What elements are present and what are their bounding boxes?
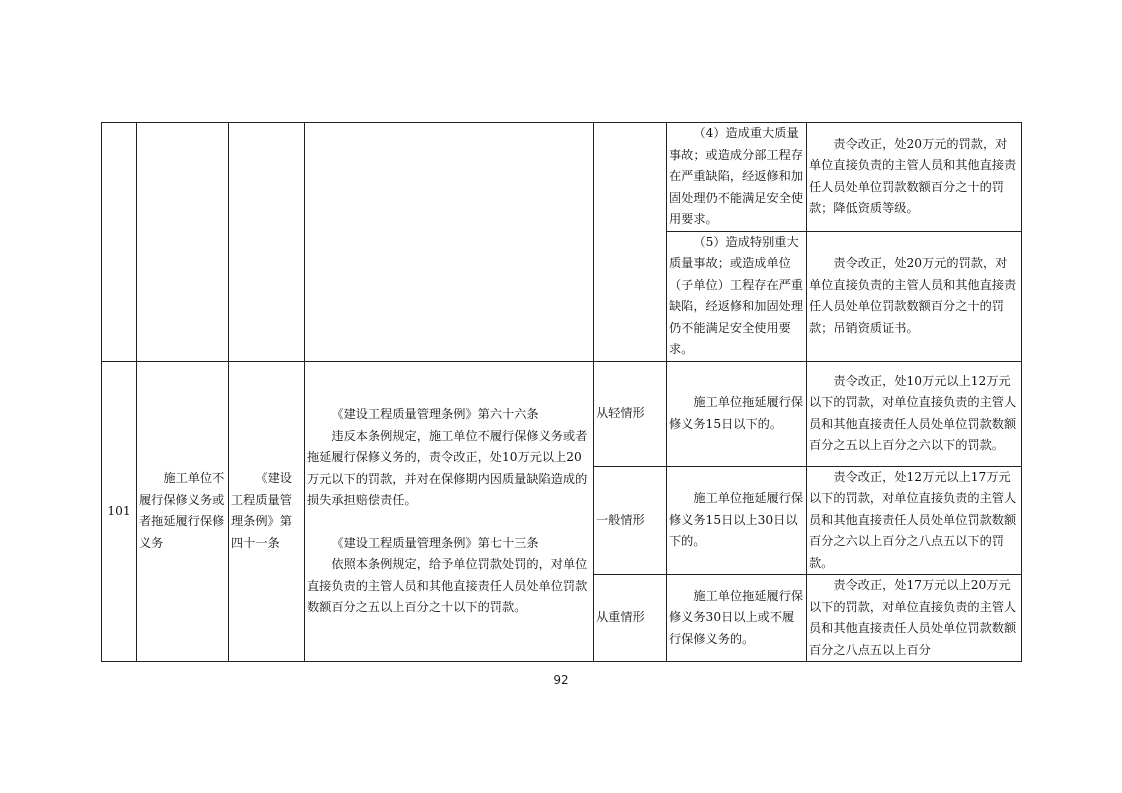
violation-description: 施工单位不履行保修义务或者拖延履行保修义务 xyxy=(137,361,229,662)
provision-title: 《建设工程质量管理条例》第七十三条 xyxy=(331,535,539,550)
empty-level-cell xyxy=(594,123,667,362)
discretion-level: 从轻情形 xyxy=(594,361,667,466)
penalty-cell: 责令改正，处12万元以上17万元以下的罚款，对单位直接负责的主管人员和其他直接责任人员处单位罚款数额百分之六以上百分之八点五以下的罚款。 xyxy=(807,466,1022,575)
condition-cell: 施工单位拖延履行保修义务15日以下的。 xyxy=(667,361,807,466)
discretion-level: 一般情形 xyxy=(594,466,667,575)
penalty-cell: 责令改正，处17万元以上20万元以下的罚款，对单位直接负责的主管人员和其他直接责任人员处单位罚款数额百分之八点五以上百分 xyxy=(807,575,1022,662)
page-number: 92 xyxy=(553,673,569,687)
provision-title: 《建设工程质量管理条例》第六十六条 xyxy=(331,407,539,421)
empty-violation-cell xyxy=(137,123,229,362)
provision-text: 依照本条例规定，给予单位罚款处罚的，对单位直接负责的主管人员和其他直接责任人员处单位罚款数额百分之五以上百分之十以下的罚款。 xyxy=(307,557,588,614)
item-number: 101 xyxy=(102,361,137,662)
condition-cell: （4）造成重大质量事故；或造成分部工程存在严重缺陷，经返修和加固处理仍不能满足安全使用要求。 xyxy=(667,123,807,232)
provision-block xyxy=(307,404,591,512)
penalty-cell: 责令改正，处10万元以上12万元以下的罚款，对单位直接负责的主管人员和其他直接责任人员处单位罚款数额百分之五以上百分之六以下的罚款。 xyxy=(807,361,1022,466)
penalty-cell: 责令改正，处20万元的罚款，对单位直接负责的主管人员和其他直接责任人员处单位罚款数额百分之十的罚款；降低资质等级。 xyxy=(807,123,1022,232)
condition-cell: 施工单位拖延履行保修义务30日以上或不履行保修义务的。 xyxy=(667,575,807,662)
penalty-cell: 责令改正，处20万元的罚款，对单位直接负责的主管人员和其他直接责任人员处单位罚款数额百分之十的罚款；吊销资质证书。 xyxy=(807,231,1022,361)
discretion-level: 从重情形 xyxy=(594,575,667,662)
empty-number-cell xyxy=(102,123,137,362)
empty-basis-cell xyxy=(229,123,305,362)
condition-cell: （5）造成特别重大质量事故；或造成单位（子单位）工程存在严重缺陷，经返修和加固处理仍不能满足安全使用要求。 xyxy=(667,231,807,361)
penalty-discretion-table xyxy=(101,122,1022,662)
legal-provisions xyxy=(305,361,594,662)
provision-text: 违反本条例规定，施工单位不履行保修义务或者拖延履行保修义务的，责令改正，处10万元以上20万元以下的罚款，并对在保修期内因质量缺陷造成的损失承担赔偿责任。 xyxy=(307,428,588,507)
legal-basis: 《建设工程质量管理条例》第四十一条 xyxy=(229,361,305,662)
table-row xyxy=(102,123,1022,232)
table-row xyxy=(102,361,1022,466)
condition-cell: 施工单位拖延履行保修义务15日以上30日以下的。 xyxy=(667,466,807,575)
provision-block xyxy=(307,533,591,619)
empty-provision-cell xyxy=(305,123,594,362)
